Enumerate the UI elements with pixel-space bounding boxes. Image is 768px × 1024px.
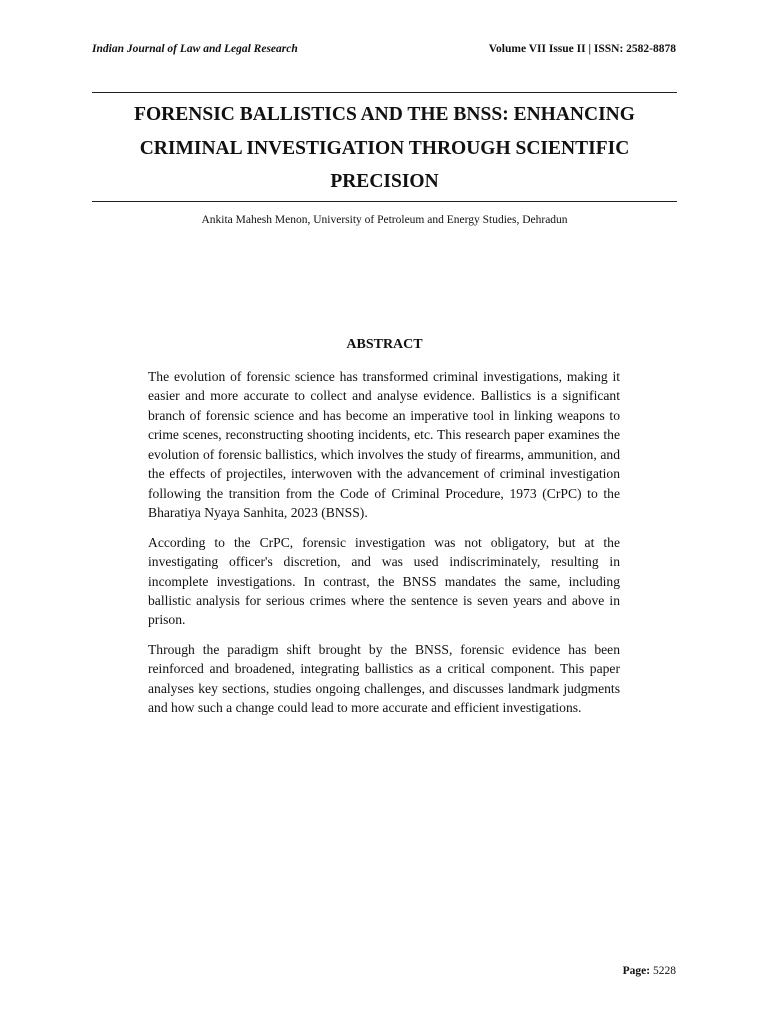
title-line: FORENSIC BALLISTICS AND THE BNSS: ENHANCING <box>134 104 635 125</box>
title-top-rule <box>92 92 677 93</box>
journal-name: Indian Journal of Law and Legal Research <box>92 43 298 55</box>
author-affiliation: Ankita Mahesh Menon, University of Petroleum and Energy Studies, Dehradun <box>201 214 568 226</box>
page-number <box>623 965 676 977</box>
title-bottom-rule <box>92 201 677 202</box>
paper-title <box>92 98 677 199</box>
title-line: CRIMINAL INVESTIGATION THROUGH SCIENTIFIC <box>139 137 630 159</box>
page-number-value: 5228 <box>653 965 676 977</box>
abstract-heading: ABSTRACT <box>346 337 423 352</box>
abstract-paragraph: According to the CrPC, forensic investigation was not obligatory, but at the investigating officer's discretion, and was used indiscriminately, resulting in incomplete investigations. In contrast, the BNSS mandates the same, including ballistic analysis for serious crimes where the sentence is seven years and above in prison. <box>148 534 620 628</box>
abstract-body <box>148 367 620 728</box>
abstract-paragraph: The evolution of forensic science has transformed criminal investigations, making it easier and more accurate to collect and analyse evidence. Ballistics is a significant branch of forensic science and has become an imperative tool in linking weapons to crime scenes, reconstructing shooting incidents, etc. This research paper examines the evolution of forensic ballistics, which involves the study of firearms, ammunition, and the effects of projectiles, interwoven with the advancement of criminal investigation following the transition from the Code of Criminal Procedure, 1973 (CrPC) to the Bharatiya Nyaya Sanhita, 2023 (BNSS). <box>148 369 620 521</box>
title-line: PRECISION <box>330 171 439 192</box>
page-label: Page: <box>622 965 651 977</box>
volume-info: Volume VII Issue II | ISSN: 2582-8878 <box>488 43 676 55</box>
abstract-paragraph: Through the paradigm shift brought by the BNSS, forensic evidence has been reinforced and broadened, integrating ballistics as a critical component. This paper analyses key sections, studies ongoing challenges, and discusses landmark judgments and how such a change could lead to more accurate and efficient investigations. <box>148 641 620 716</box>
